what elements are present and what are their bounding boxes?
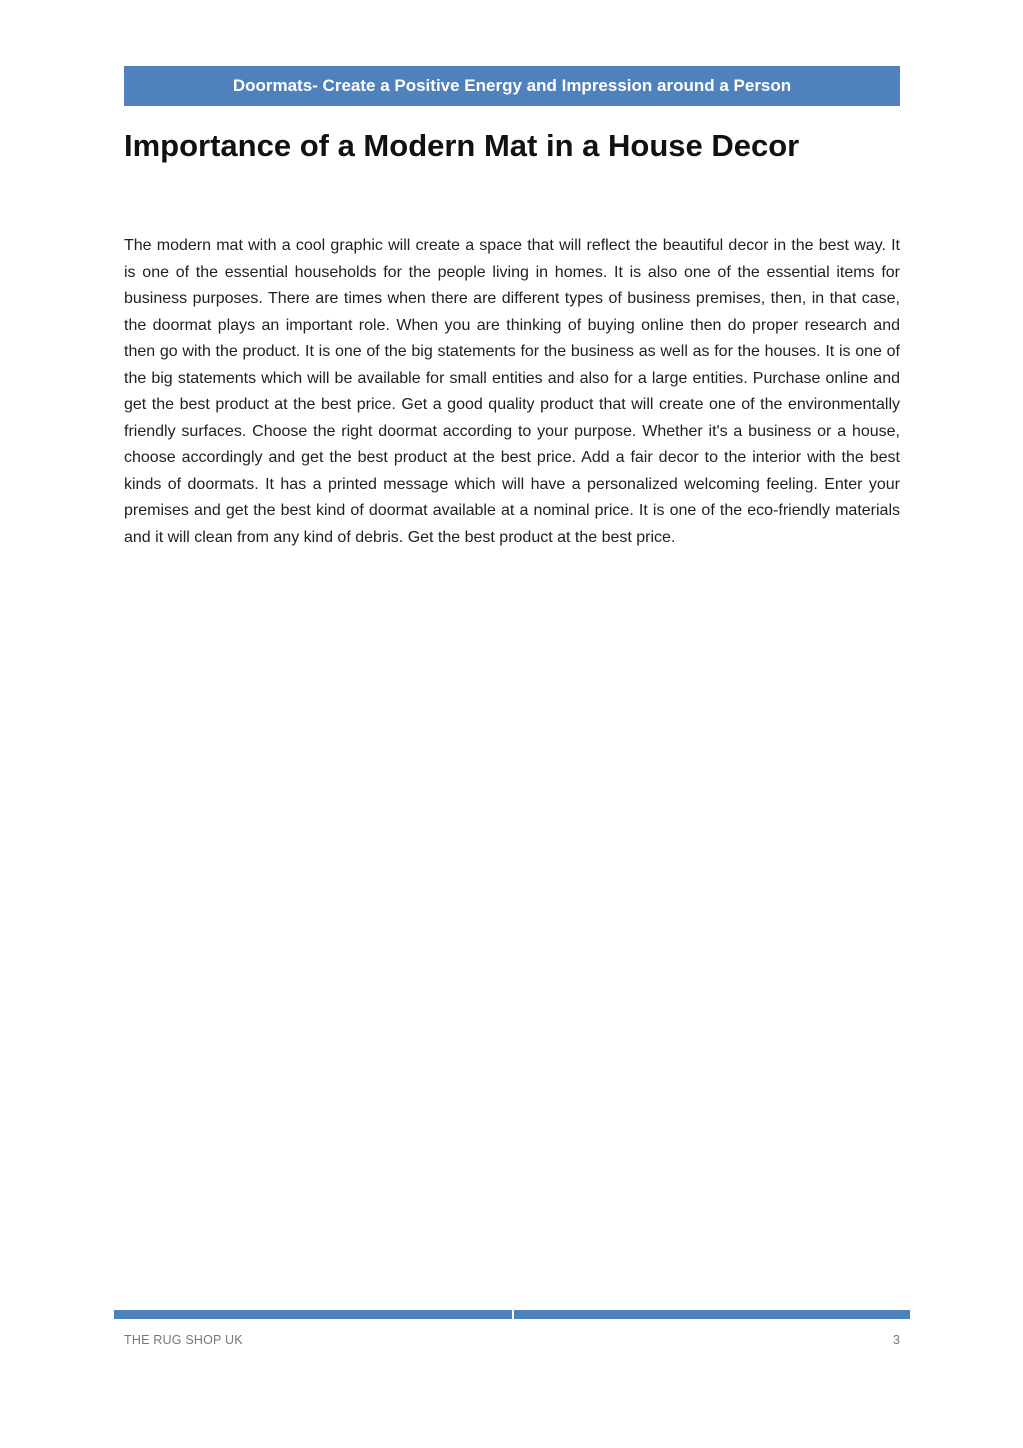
page-title: Importance of a Modern Mat in a House Decor — [124, 128, 800, 163]
footer-company-name: THE RUG SHOP UK — [124, 1333, 243, 1347]
footer-divider-right — [514, 1310, 910, 1319]
header-banner: Doormats- Create a Positive Energy and Impression around a Person — [124, 66, 900, 106]
body-paragraph: The modern mat with a cool graphic will create a space that will reflect the beautiful decor in the best way. It is one of the essential households for the people living in homes. It is also one of the essential items for business purposes. There are times when there are different types of business premises, then, in that case, the doormat plays an important role. When you are thinking of buying online then do proper research and then go with the product. It is one of the big statements for the business as well as for the houses. It is one of the big statements which will be available for small entities and also for a large entities. Purchase online and get the best product at the best price. Get a good quality product that will create one of the environmentally friendly surfaces. Choose the right doormat according to your purpose. Whether it's a business or a house, choose accordingly and get the best product at the best price. Add a fair decor to the interior with the best kinds of doormats. It has a printed message which will have a personalized welcoming feeling. Enter your premises and get the best kind of doormat available at a nominal price. It is one of the eco-friendly materials and it will clean from any kind of debris. Get the best product at the best price. — [124, 237, 900, 546]
page-number: 3 — [893, 1333, 900, 1347]
footer-divider-left — [114, 1310, 512, 1319]
